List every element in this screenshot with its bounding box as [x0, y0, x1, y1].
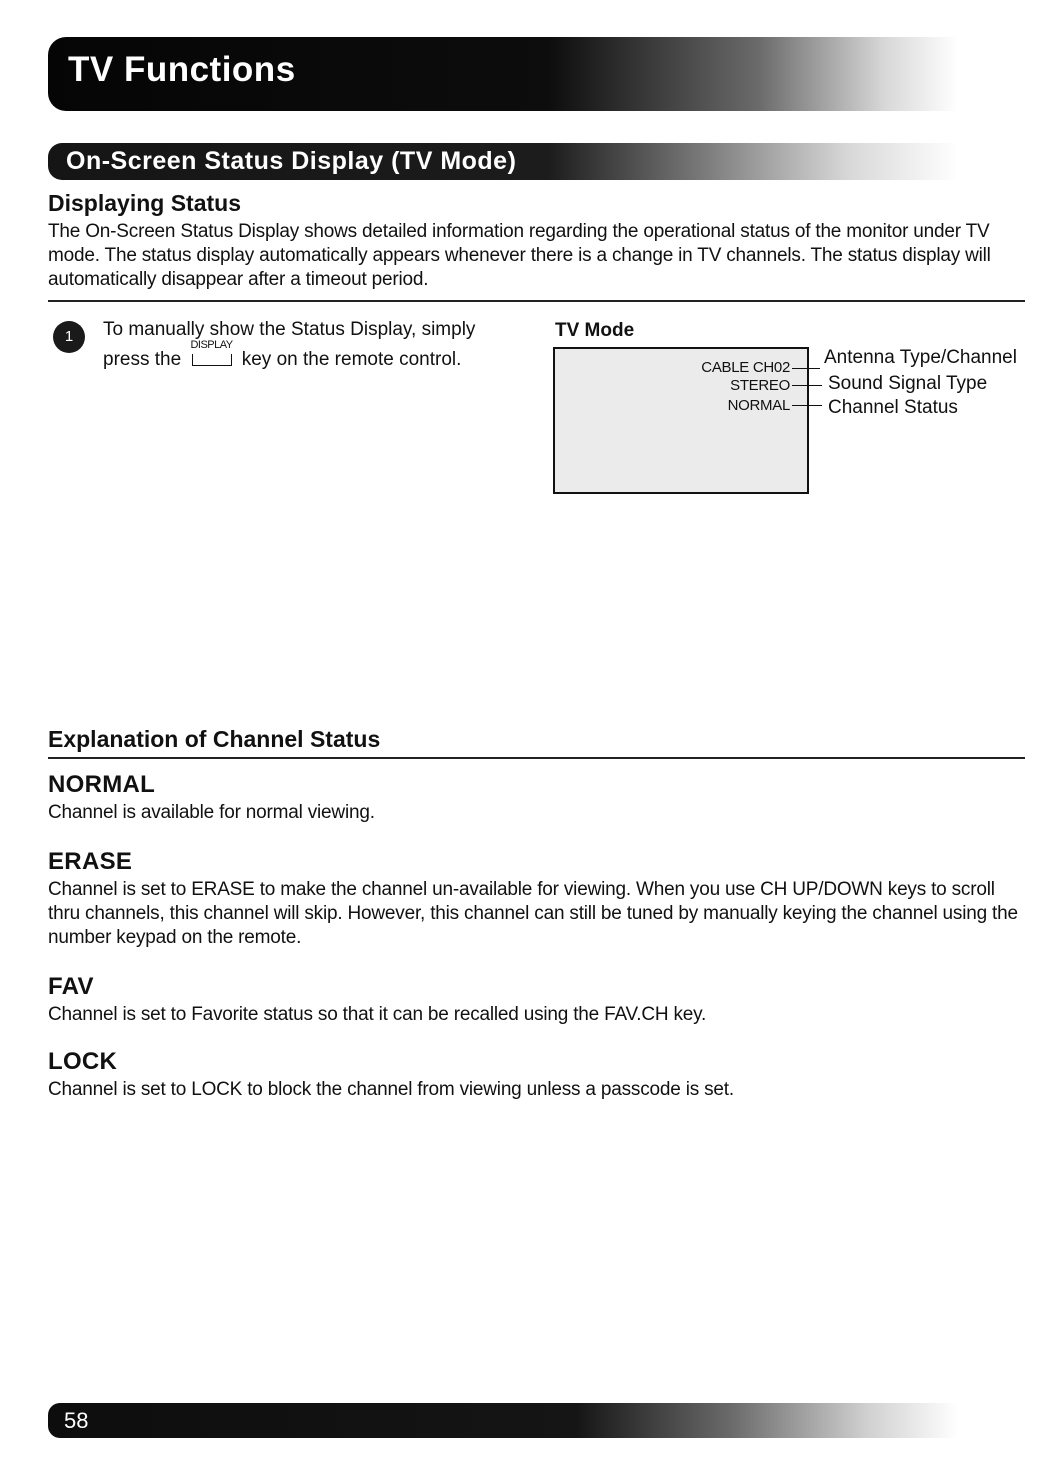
callout-status: Channel Status	[828, 397, 958, 418]
footer-bar	[48, 1403, 958, 1438]
key-box-shape	[192, 354, 232, 366]
diagram-title: TV Mode	[555, 320, 635, 341]
term-normal-description: Channel is available for normal viewing.	[48, 802, 375, 823]
section-title: On-Screen Status Display (TV Mode)	[66, 147, 517, 175]
display-key-icon	[190, 339, 233, 368]
osd-line-sound: STEREO	[730, 377, 790, 394]
term-lock: LOCK	[48, 1048, 118, 1075]
step-number-badge: 1	[53, 321, 85, 353]
term-erase: ERASE	[48, 848, 133, 875]
page-number: 58	[64, 1408, 89, 1433]
term-fav-description: Channel is set to Favorite status so that it can be recalled using the FAV.CH key.	[48, 1004, 707, 1025]
divider-rule	[48, 757, 1025, 759]
displaying-status-body: The On-Screen Status Display shows detailed information regarding the operational status of the monitor under TV mode. The status display automatically appears whenever there is a change in TV channels. The status display will automatically disappear after a timeout period.	[48, 221, 991, 290]
callout-sound: Sound Signal Type	[828, 373, 988, 394]
page-title: TV Functions	[68, 50, 296, 89]
step-text-before-key: press the	[103, 349, 182, 370]
step-text-after-key: key on the remote control.	[241, 349, 462, 370]
display-key-label: DISPLAY	[190, 339, 233, 351]
term-lock-description: Channel is set to LOCK to block the channel from viewing unless a passcode is set.	[48, 1079, 734, 1100]
divider-rule	[48, 300, 1025, 302]
term-normal: NORMAL	[48, 771, 156, 798]
term-fav: FAV	[48, 973, 94, 1000]
term-erase-description: Channel is set to ERASE to make the channel un-available for viewing. When you use CH UP/DOWN keys to scroll thru channels, this channel will skip. However, this channel can still be tuned by manually keying the channel using the number keypad on the remote.	[48, 879, 1018, 948]
leader-line-sound	[792, 385, 822, 386]
displaying-status-heading: Displaying Status	[48, 190, 241, 216]
step-text-line2	[103, 339, 462, 374]
osd-line-antenna: CABLE CH02	[701, 359, 790, 376]
leader-line-status	[792, 405, 822, 406]
leader-line-antenna	[792, 368, 820, 369]
channel-status-heading: Explanation of Channel Status	[48, 726, 381, 752]
step-text-line1: To manually show the Status Display, simply	[103, 319, 476, 340]
osd-line-status: NORMAL	[727, 397, 790, 414]
callout-antenna: Antenna Type/Channel	[824, 347, 1017, 368]
